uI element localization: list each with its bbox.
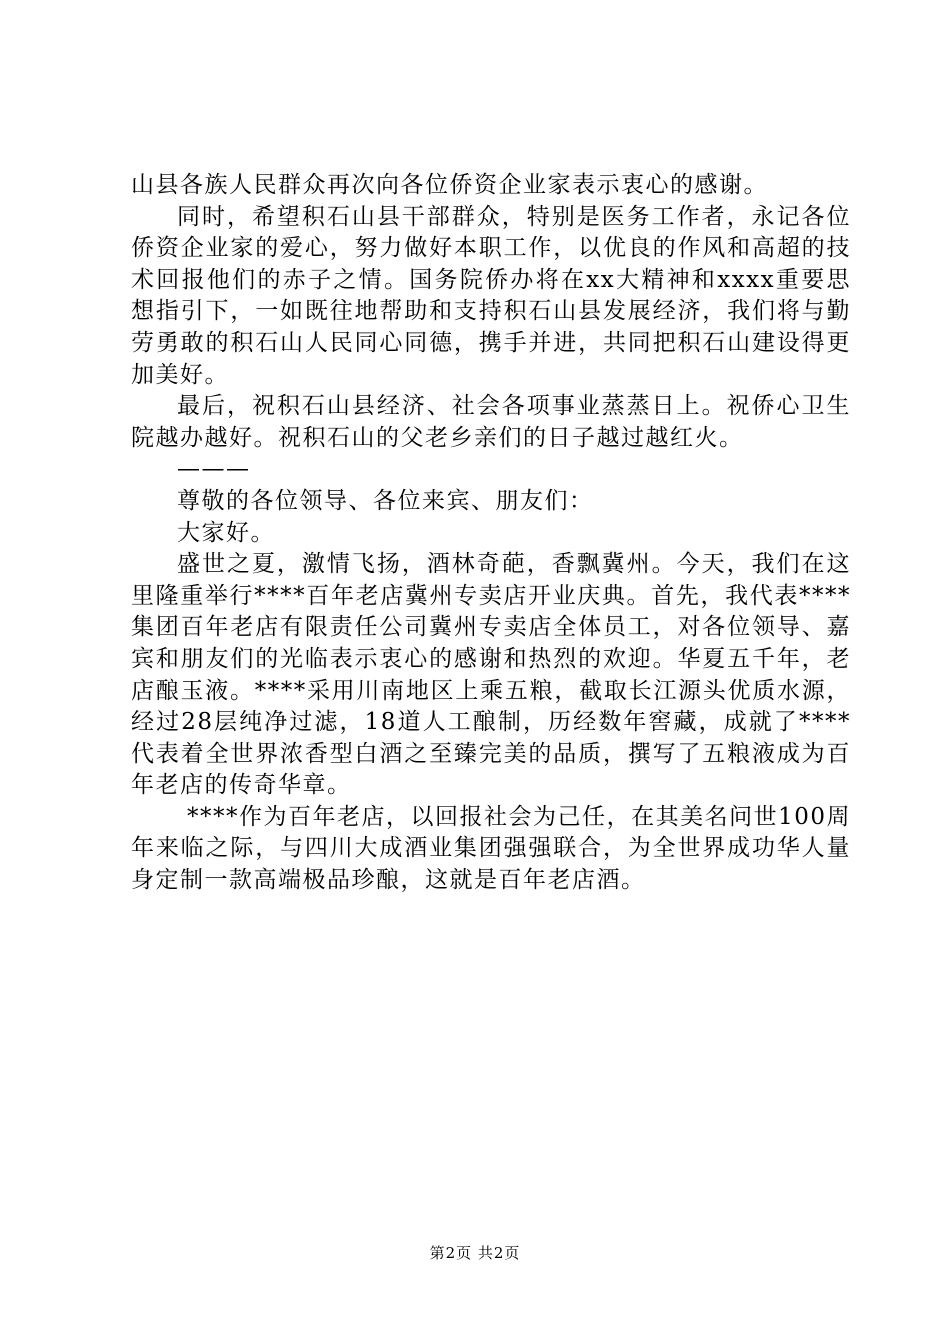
paragraph-opening-ceremony: 盛世之夏，激情飞扬，酒林奇葩，香飘冀州。今天，我们在这里隆重举行****百年老店冀州专卖店开业庆典。首先，我代表****集团百年老店有限责任公司冀州专卖店全体员工，对各位领导、嘉宾和朋友们的光临表示衷心的感谢和热烈的欢迎。华夏五千年，老店酿玉液。****采用川南地区上乘五粮，截取长江源头优质水源，经过28层纯净过滤，18道人工酿制，历经数年窖藏，成就了****代表着全世界浓香型白酒之至臻完美的品质，撰写了五粮液成为百年老店的传奇华章。 bbox=[131, 551, 851, 799]
page-number-footer: 第2页 共2页 bbox=[429, 1244, 521, 1262]
section-separator: ——— bbox=[177, 456, 251, 483]
paragraph-salutation: 尊敬的各位领导、各位来宾、朋友们： bbox=[177, 487, 594, 514]
paragraph-wishes: 最后，祝积石山县经济、社会各项事业蒸蒸日上。祝侨心卫生院越办越好。祝积石山的父老乡亲们的日子越过越红火。 bbox=[131, 393, 851, 451]
paragraph-closing-thanks: 山县各族人民群众再次向各位侨资企业家表示衷心的感谢。 bbox=[131, 172, 768, 198]
paragraph-greeting: 大家好。 bbox=[177, 519, 275, 546]
paragraph-hope: 同时，希望积石山县干部群众，特别是医务工作者，永记各位侨资企业家的爱心，努力做好本职工作，以优良的作风和高超的技术回报他们的赤子之情。国务院侨办将在xx大精神和xxxx重要思想指引下，一如既往地帮助和支持积石山县发展经济，我们将与勤劳勇敢的积石山人民同心同德，携手并进，共同把积石山建设得更加美好。 bbox=[131, 203, 851, 388]
paragraph-brand-story: ****作为百年老店，以回报社会为己任，在其美名问世100周年来临之际，与四川大成酒业集团强强联合，为全世界成功华人量身定制一款高端极品珍酿，这就是百年老店酒。 bbox=[131, 803, 851, 894]
document-body bbox=[131, 170, 851, 897]
